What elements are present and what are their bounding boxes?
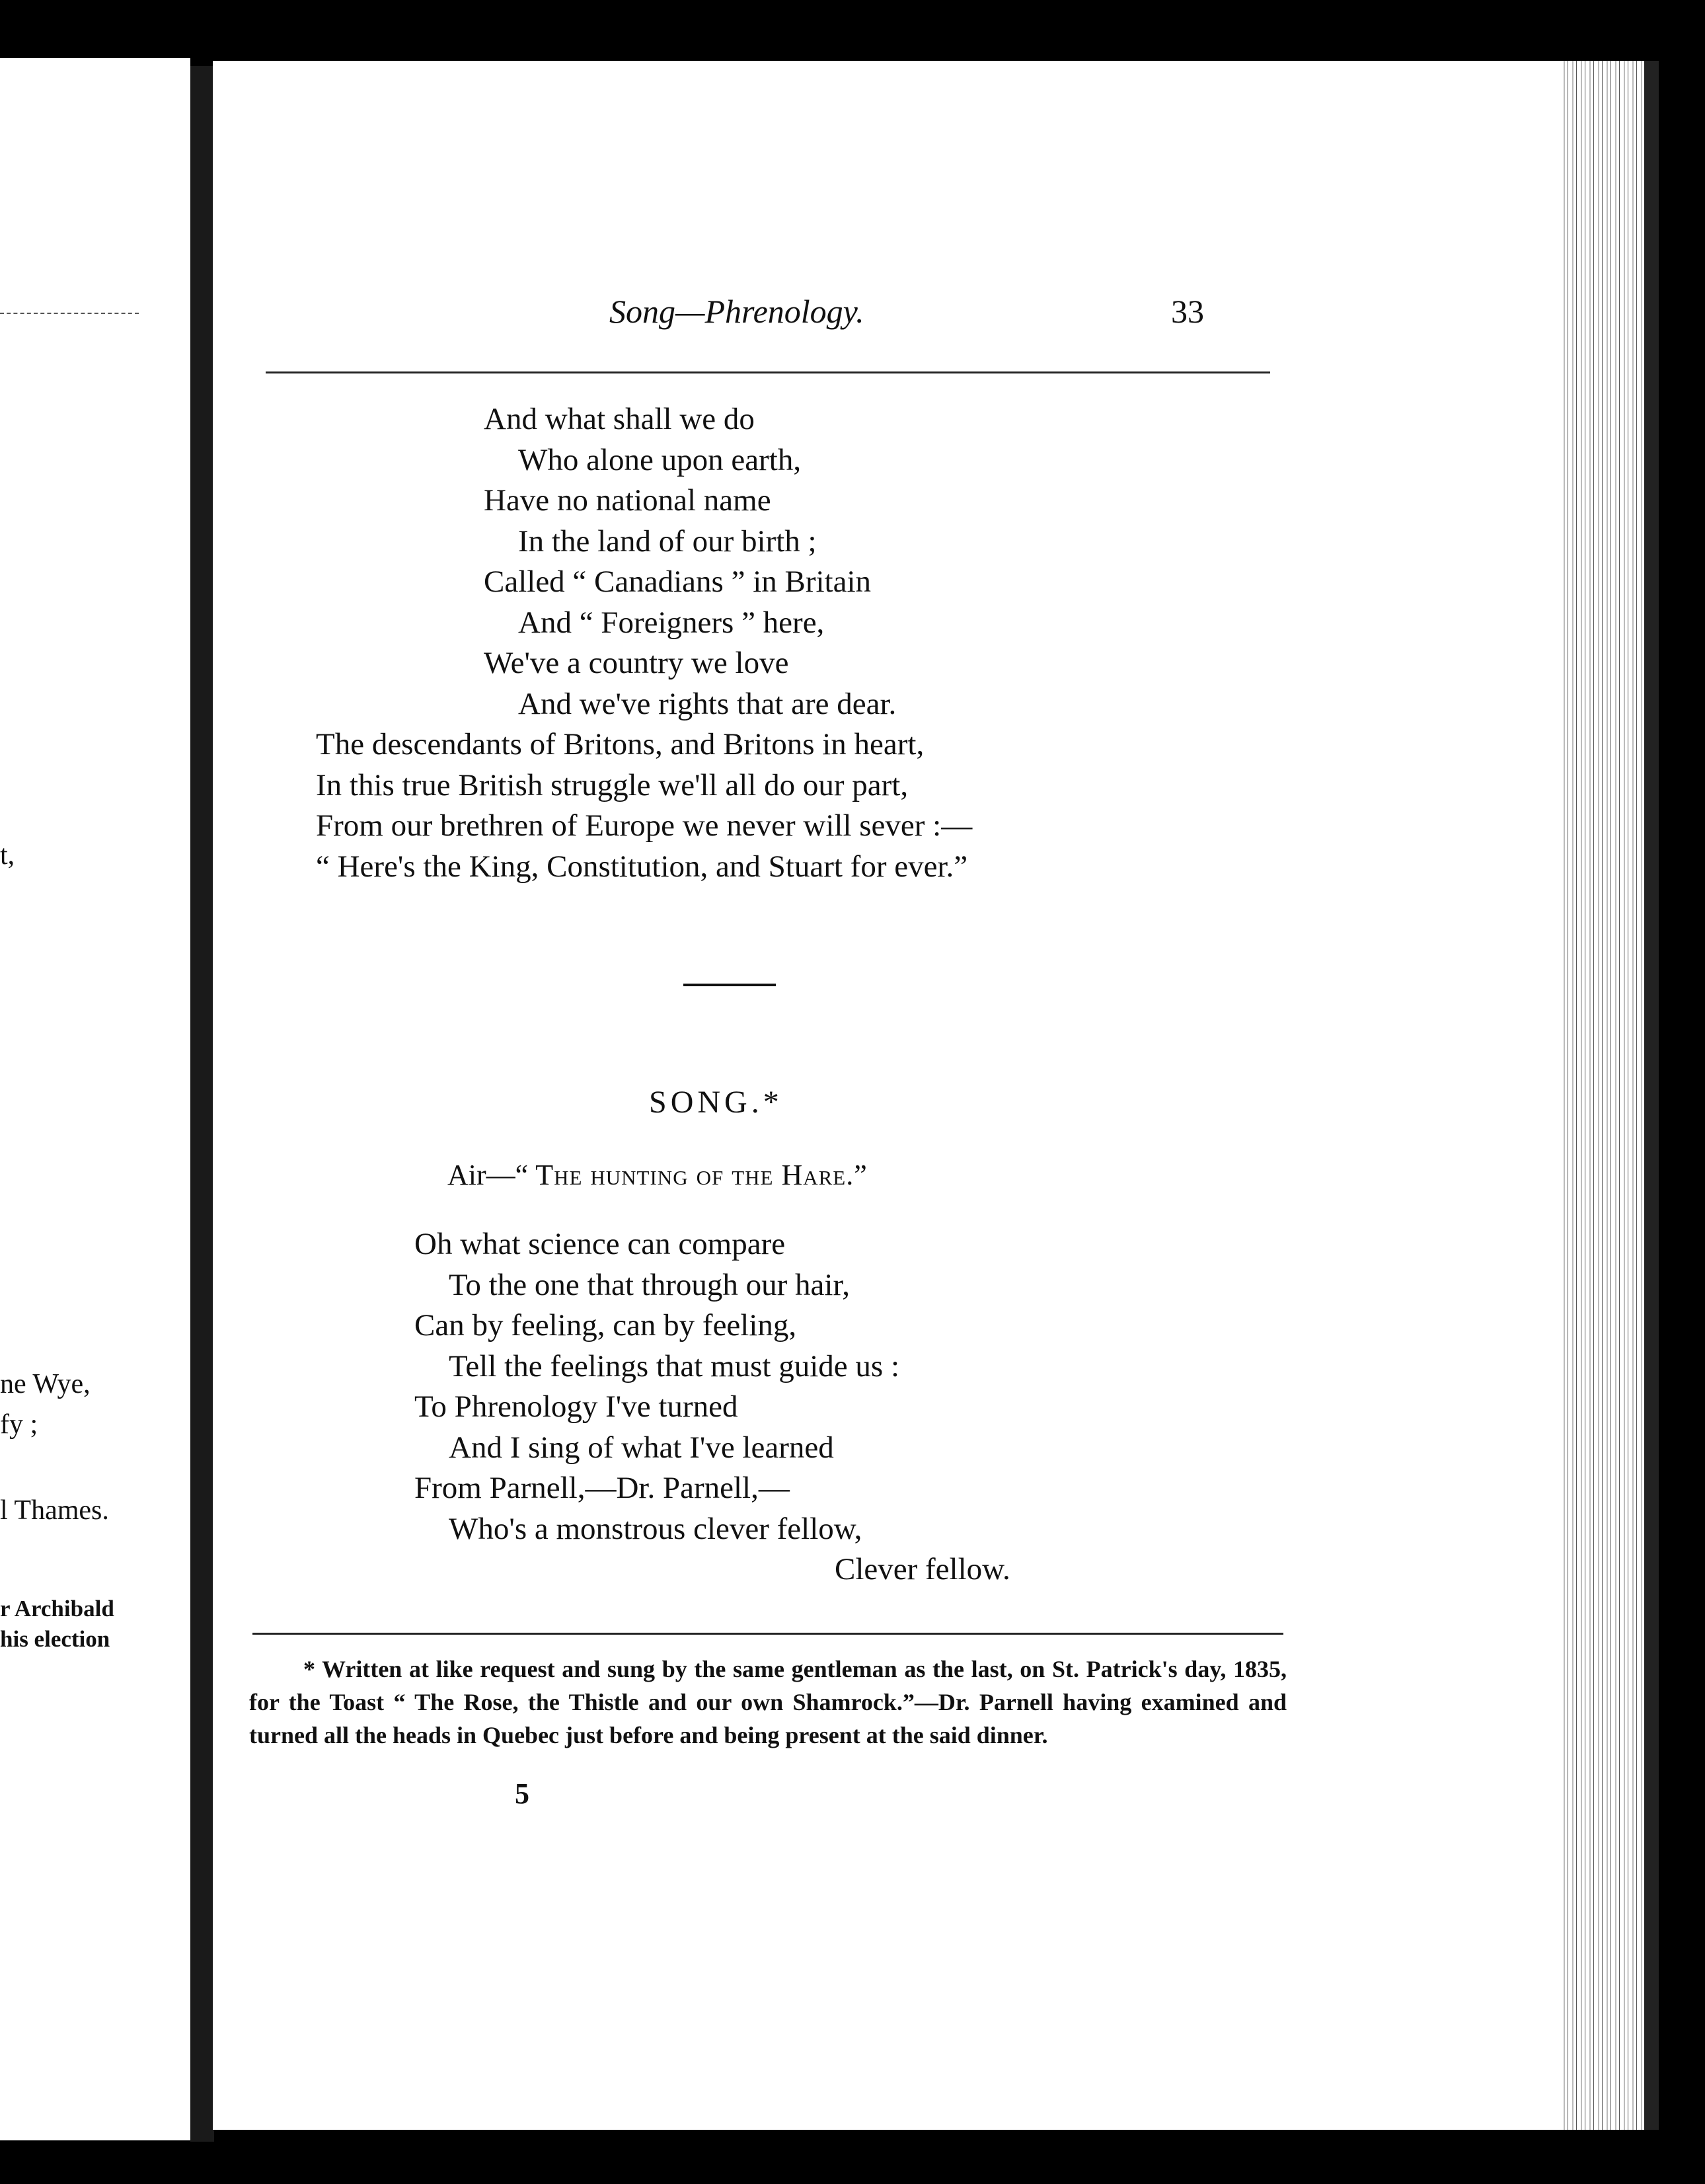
left-page-rule [0, 313, 139, 314]
right-page [213, 61, 1574, 2130]
verse-line: And “ Foreigners ” here, [518, 605, 825, 640]
song-line: Oh what science can compare [414, 1227, 786, 1261]
verse-line: Called “ Canadians ” in Britain [484, 565, 872, 599]
stanza-line: From our brethren of Europe we never will sever :— [316, 808, 973, 843]
song-last-line: Clever fellow. [835, 1552, 1010, 1586]
stanza-line: “ Here's the King, Constitution, and Stuart for ever.” [316, 849, 968, 884]
song-title: SONG.* [649, 1085, 783, 1120]
air-prefix: Air—“ [447, 1159, 536, 1191]
left-fragment-2: ne Wye, [0, 1369, 91, 1399]
page-edges [1560, 61, 1659, 2130]
song-line: From Parnell,—Dr. Parnell,— [414, 1471, 790, 1505]
left-fragment-4: l Thames. [0, 1495, 109, 1526]
verse-line: Have no national name [484, 483, 771, 518]
poem-part1-stanza [316, 724, 972, 887]
song-verse [414, 1224, 1010, 1590]
footnote-text: * Written at like request and sung by the same gentleman as the last, on St. Patrick's day, 1835, for the Toast “ The Rose, the Thistle and our own Shamrock.”—Dr. Parnell having examined and turned all the heads in Quebec just before and being present at the said dinner. [249, 1656, 1287, 1748]
left-fragment-1: t, [0, 840, 15, 871]
left-fragment-5: r Archibald [0, 1596, 114, 1621]
stanza-line: The descendants of Britons, and Britons in heart, [316, 727, 925, 761]
poem-part1-verse [484, 399, 896, 724]
verse-line: In the land of our birth ; [518, 524, 817, 559]
running-title: Song—Phrenology. [609, 293, 864, 330]
header-rule [266, 371, 1270, 373]
song-line: Can by feeling, can by feeling, [414, 1308, 797, 1343]
book-gutter [190, 66, 214, 2142]
verse-line: And we've rights that are dear. [518, 686, 897, 721]
song-line: To the one that through our hair, [449, 1267, 850, 1302]
section-divider [683, 984, 776, 986]
left-page [0, 58, 190, 2140]
song-line: To Phrenology I've turned [414, 1389, 738, 1424]
stanza-line: In this true British struggle we'll all do our part, [316, 767, 909, 802]
verse-line: We've a country we love [484, 646, 789, 680]
running-header [213, 239, 1211, 330]
left-fragment-6: his election [0, 1626, 110, 1652]
song-line: And I sing of what I've learned [449, 1430, 834, 1465]
footnote [249, 1653, 1287, 1752]
verse-line: And what shall we do [484, 402, 755, 436]
song-line: Who's a monstrous clever fellow, [449, 1511, 862, 1546]
song-air [447, 1158, 867, 1192]
left-fragment-3: fy ; [0, 1409, 38, 1440]
footnote-rule [252, 1633, 1283, 1635]
air-suffix: ” [854, 1159, 867, 1191]
signature-mark: 5 [515, 1777, 529, 1810]
page-edge-shadow [1644, 61, 1659, 2130]
verse-line: Who alone upon earth, [518, 442, 802, 477]
song-line: Tell the feelings that must guide us : [449, 1348, 900, 1384]
page-number: 33 [1171, 293, 1204, 330]
air-name: The hunting of the Hare. [535, 1159, 854, 1191]
